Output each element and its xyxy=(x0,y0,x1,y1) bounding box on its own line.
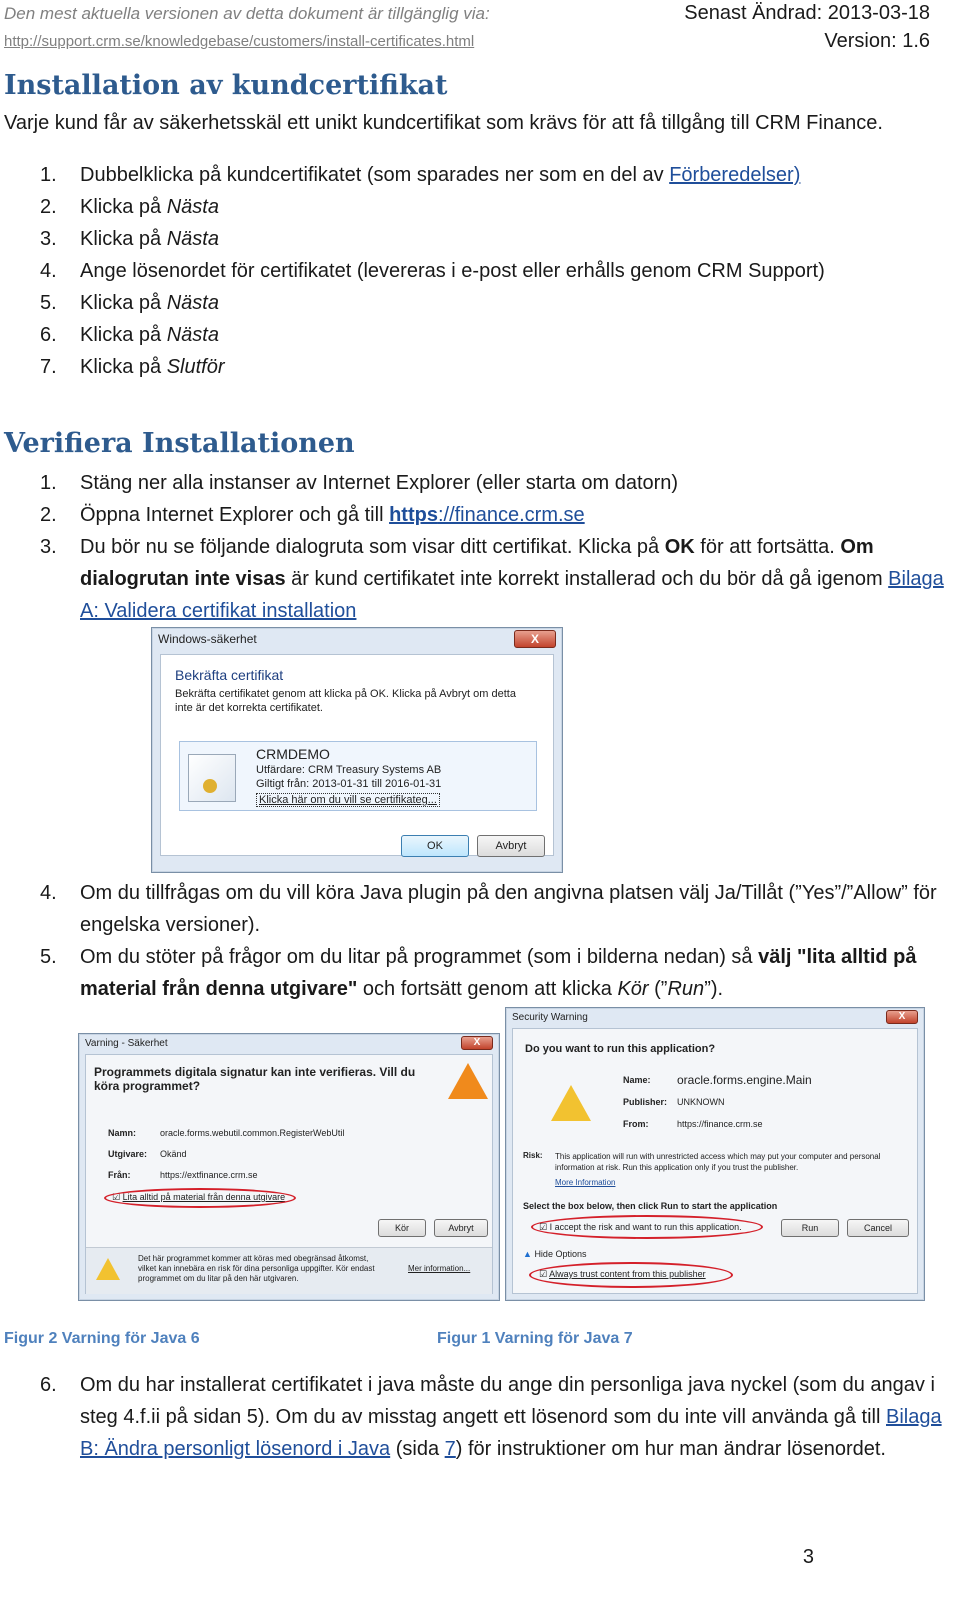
list-item: 7. Klicka på Slutför xyxy=(40,356,225,378)
list-item: 3. Du bör nu se följande dialogruta som visar ditt certifikat. Klicka på OK för att fortsätta. Om dialogrutan inte visas är kund certifikatet inte korrekt installerad och du bör då gå igenom Bilaga A: Validera certifikat installation xyxy=(40,536,944,622)
intro-text: Varje kund får av säkerhetsskäl ett unikt kundcertifikat som krävs för att få tillgång till CRM Finance. xyxy=(4,112,883,134)
hide-options-toggle[interactable]: ▲ Hide Options xyxy=(523,1249,587,1259)
link-forberedelser[interactable]: Förberedelser) xyxy=(669,164,801,186)
certificate-issuer: Utfärdare: CRM Treasury Systems AB xyxy=(256,764,442,776)
run-button[interactable]: Kör xyxy=(378,1219,426,1237)
close-icon[interactable]: X xyxy=(514,630,556,648)
certificate-name: CRMDEMO xyxy=(256,746,330,762)
publisher: UNKNOWN xyxy=(677,1097,725,1107)
dialog-title: Varning - Säkerhet xyxy=(85,1038,168,1049)
dialog-desc: Bekräfta certifikatet genom att klicka på OK. Klicka på Avbryt om detta inte är det korrekta certifikatet. xyxy=(175,688,516,714)
highlight-oval xyxy=(531,1215,763,1239)
risk-text: This application will run with unrestricted access which may put your computer and personal information at risk. Run this application only if you trust the publisher. xyxy=(555,1152,881,1172)
verify-steps-4-5 xyxy=(0,877,960,1005)
dialog-title: Windows-säkerhet xyxy=(158,632,257,646)
list-item: 5. Klicka på Nästa xyxy=(40,292,219,314)
accept-risk-checkbox[interactable]: ☑ I accept the risk and want to run this application. xyxy=(539,1222,742,1232)
page-number: 3 xyxy=(802,1546,814,1568)
verify-step-6 xyxy=(0,1369,960,1465)
ok-button[interactable]: OK xyxy=(401,835,469,857)
header-url[interactable]: http://support.crm.se/knowledgebase/customers/install-certificates.html xyxy=(4,33,475,50)
link-finance-url[interactable]: ://finance.crm.se xyxy=(437,504,585,526)
dialog-heading: Bekräfta certifikat xyxy=(175,667,284,683)
list-item: 6. Klicka på Nästa xyxy=(40,324,219,346)
section-title-verify: Verifiera Installationen xyxy=(4,428,355,459)
more-info-link[interactable]: More Information xyxy=(555,1178,616,1187)
select-instruction: Select the box below, then click Run to start the application xyxy=(523,1201,778,1211)
from-url: https://extfinance.crm.se xyxy=(160,1170,258,1180)
app-name: oracle.forms.webutil.common.RegisterWebUtil xyxy=(160,1128,345,1138)
more-info-link[interactable]: Mer information... xyxy=(408,1264,471,1273)
highlight-oval xyxy=(104,1188,296,1208)
java6-warning-dialog: Varning - Säkerhet X Programmets digitala signatur kan inte verifieras. Vill du köra programmet? Namn: oracle.forms.webutil.common.RegisterWebUtil Utgivare: Okänd Från: https://extfinance.crm.se ☑ Lita alltid på material från denna utgivare Kör Avbryt Det här programmet kommer att köras med obegränsad åtkomst, vilket kan innebära en risk för dina personliga uppgifter. Kör endast programmet om du litar på den här utgivaren. Mer information... xyxy=(78,1033,500,1301)
cancel-button[interactable]: Avbryt xyxy=(477,835,545,857)
install-steps xyxy=(0,159,960,383)
shield-warning-icon xyxy=(96,1258,120,1280)
warning-icon xyxy=(448,1063,488,1099)
verify-steps-1-3 xyxy=(0,467,960,627)
caption-java6: Figur 2 Varning för Java 6 xyxy=(4,1330,200,1347)
dialog-title: Security Warning xyxy=(512,1012,588,1023)
certificate-dialog xyxy=(151,627,563,873)
list-item: 1. Dubbelklicka på kundcertifikatet (som sparades ner som en del av Förberedelser) xyxy=(40,164,801,186)
link-bilaga-a[interactable]: Bilaga A: Validera certifikat installation xyxy=(80,568,944,622)
list-item: 6. Om du har installerat certifikatet i java måste du ange din personliga java nyckel (som du angav i steg 4.f.ii på sidan 5). Om du av misstag angett ett lösenord som du inte vill använda gå till Bilaga B: Ändra personligt lösenord i Java (sida 7) för instruktioner om hur man ändrar lösenordet. xyxy=(40,1374,942,1460)
caption-java7: Figur 1 Varning för Java 7 xyxy=(437,1330,633,1347)
java7-security-dialog: Security Warning X Do you want to run this application? Name: oracle.forms.engine.Main Publisher: UNKNOWN From: https://finance.crm.se Risk: This application will run with unrestricted access which may put your computer and personal information at risk. Run this application only if you trust the publisher. More Information Select the box below, then click Run to start the application ☑ I accept the risk and want to run this application. Run Cancel ▲ Hide Options ☑ Always trust content from this publisher xyxy=(505,1007,925,1301)
always-trust-checkbox[interactable]: ☑ Always trust content from this publisher xyxy=(539,1269,706,1279)
cancel-button[interactable]: Avbryt xyxy=(434,1219,488,1237)
list-item: 2. Klicka på Nästa xyxy=(40,196,219,218)
list-item: 2. Öppna Internet Explorer och gå till https://finance.crm.se xyxy=(40,504,585,526)
certificate-valid: Giltigt från: 2013-01-31 till 2016-01-31 xyxy=(256,778,442,790)
warning-icon xyxy=(551,1085,591,1121)
list-item: 3. Klicka på Nästa xyxy=(40,228,219,250)
run-button[interactable]: Run xyxy=(781,1219,839,1237)
certificate-box[interactable] xyxy=(179,741,537,811)
cancel-button[interactable]: Cancel xyxy=(847,1219,909,1237)
always-trust-checkbox[interactable]: ☑ Lita alltid på material från denna utgivare xyxy=(112,1192,286,1202)
app-name: oracle.forms.engine.Main xyxy=(677,1073,812,1087)
publisher: Okänd xyxy=(160,1149,187,1159)
link-https[interactable]: https xyxy=(389,504,438,526)
link-bilaga-b[interactable]: Bilaga B: Ändra personligt lösenord i Java xyxy=(80,1406,942,1460)
section-title-installation: Installation av kundcertifikat xyxy=(4,70,448,101)
last-changed: Senast Ändrad: 2013-03-18 xyxy=(684,2,930,24)
list-item: 5. Om du stöter på frågor om du litar på programmet (som i bilderna nedan) så välj "lita alltid på material från denna utgivare" och fortsätt genom att klicka Kör (”Run”). xyxy=(40,946,917,1000)
link-page-7[interactable]: 7 xyxy=(444,1438,456,1460)
highlight-oval xyxy=(529,1262,733,1288)
header-note: Den mest aktuella versionen av detta dokument är tillgänglig via: xyxy=(4,4,490,23)
dialog-heading: Do you want to run this application? xyxy=(525,1043,716,1055)
from-url: https://finance.crm.se xyxy=(677,1119,763,1129)
close-icon[interactable]: X xyxy=(461,1036,493,1050)
close-icon[interactable]: X xyxy=(886,1010,918,1024)
list-item: 4. Ange lösenordet för certifikatet (levereras i e-post eller erhålls genom CRM Support) xyxy=(40,260,825,282)
version: Version: 1.6 xyxy=(824,30,930,52)
list-item: 1. Stäng ner alla instanser av Internet Explorer (eller starta om datorn) xyxy=(40,472,679,494)
certificate-details-link[interactable]: Klicka här om du vill se certifikateg... xyxy=(256,793,440,807)
dialog-footer-text: Det här programmet kommer att köras med obegränsad åtkomst, vilket kan innebära en risk för dina personliga uppgifter. Kör endast programmet om du litar på den här utgivaren. xyxy=(138,1254,375,1283)
dialog-heading: Programmets digitala signatur kan inte verifieras. Vill du köra programmet? xyxy=(94,1065,416,1093)
list-item: 4. Om du tillfrågas om du vill köra Java plugin på den angivna platsen välj Ja/Tillåt (”Yes”/”Allow” för engelska versioner). xyxy=(40,882,937,936)
certificate-icon xyxy=(188,754,236,802)
